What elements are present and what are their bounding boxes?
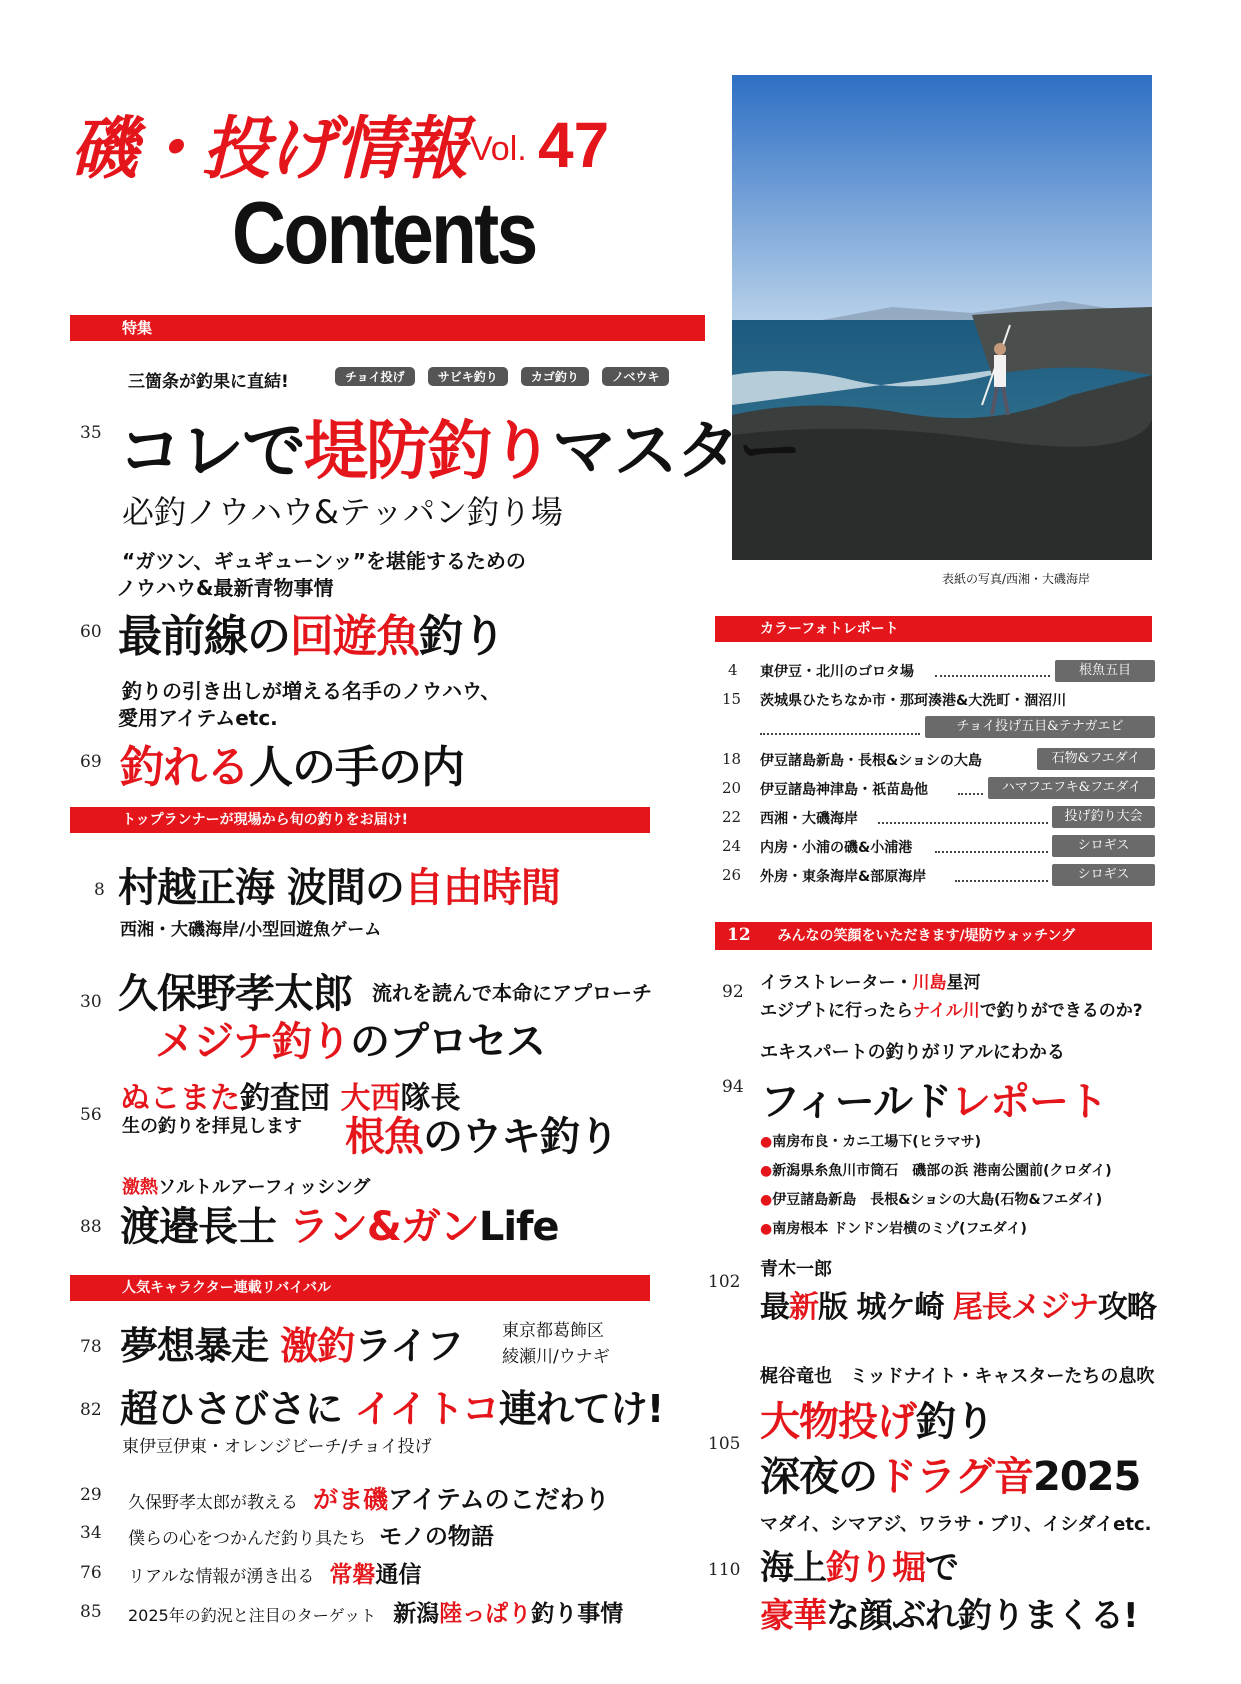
- page-number: 4: [728, 661, 738, 679]
- field-report-item: ●南房根本 ドンドン岩横のミゾ(フエダイ): [760, 1221, 1027, 1237]
- magazine-title: 磯・投げ情報: [70, 110, 467, 189]
- report-item: 伊豆諸島新島・長根&ショシの大島: [760, 753, 982, 769]
- feature3-title: 釣れる人の手の内: [120, 742, 464, 793]
- topic-pill: カゴ釣り: [521, 367, 589, 386]
- article-105-title: 大物投げ釣り: [760, 1399, 994, 1445]
- section-bar-toprunner: トップランナーが現場から旬の釣りをお届け!: [70, 807, 650, 833]
- report-tag: シロギス: [1052, 864, 1155, 886]
- report-item: 茨城県ひたちなか市・那珂湊港&大洗町・涸沼川: [760, 693, 1067, 709]
- section-bar-color-report: カラーフォトレポート: [715, 616, 1152, 642]
- article-110-kicker: マダイ、シマアジ、ワラサ・ブリ、イシダイetc.: [760, 1514, 1152, 1535]
- leader-dots: [958, 793, 983, 795]
- page-number: 34: [80, 1523, 102, 1543]
- page-number: 26: [722, 866, 742, 884]
- page-number: 105: [708, 1434, 741, 1454]
- toprunner2-kicker: 流れを読んで本命にアプローチ: [372, 981, 652, 1005]
- popular1-title: 夢想暴走 激釣ライフ: [120, 1324, 463, 1368]
- article-110-title: 海上釣り堀で: [760, 1548, 958, 1588]
- misc-item: 僕らの心をつかんだ釣り具たち モノの物語: [128, 1524, 494, 1550]
- feature2-kicker: “ガツン、ギュギューンッ”を堪能するための: [122, 549, 526, 573]
- report-tag: 石物&フエダイ: [1037, 748, 1155, 770]
- field-report-list: [760, 1128, 1112, 1244]
- page-number: 92: [722, 982, 744, 1002]
- page-number: 85: [80, 1602, 102, 1622]
- page-number: 82: [80, 1400, 102, 1420]
- article-105-kicker: 梶谷竜也 ミッドナイト・キャスターたちの息吹: [760, 1366, 1155, 1387]
- page-number: 94: [722, 1077, 744, 1097]
- section-bar-popular: 人気キャラクター連載リバイバル: [70, 1275, 650, 1301]
- article-102-title: 最新版 城ケ崎 尾長メジナ攻略: [760, 1290, 1156, 1325]
- toprunner3-subtitle: 生の釣りを拝見します: [122, 1116, 302, 1137]
- page-number: 8: [94, 880, 105, 900]
- page-number: 29: [80, 1485, 102, 1505]
- page-number: 102: [708, 1272, 741, 1292]
- leader-dots: [760, 733, 920, 735]
- page-number: 24: [722, 837, 742, 855]
- feature2-title: 最前線の回遊魚釣り: [118, 611, 505, 662]
- report-tag: 投げ釣り大会: [1052, 806, 1155, 828]
- report-tag: ハマフエフキ&フエダイ: [988, 777, 1155, 799]
- field-report-item: ●新潟県糸魚川市筒石 磯部の浜 港南公園前(クロダイ): [760, 1163, 1112, 1179]
- feature3-kicker: 愛用アイテムetc.: [118, 706, 278, 730]
- article-102-name: 青木一郎: [760, 1259, 832, 1280]
- volume-label: Vol.: [470, 130, 527, 168]
- report-item: 伊豆諸島神津島・祇苗島他: [760, 782, 928, 798]
- toprunner2-name: 久保野孝太郎: [118, 971, 352, 1017]
- popular1-place: 東京都葛飾区: [502, 1321, 604, 1341]
- page-number: 18: [722, 750, 742, 768]
- page-number: 22: [722, 808, 742, 826]
- article-92-line2: エジプトに行ったらナイル川で釣りができるのか?: [760, 1001, 1143, 1021]
- section-bar-feature: 特集: [70, 315, 705, 341]
- leader-dots: [935, 675, 1050, 677]
- contents-heading: Contents: [232, 183, 536, 282]
- toprunner4-kicker: 激熱ソルトルアーフィッシング: [122, 1177, 371, 1198]
- toprunner3-title: 根魚のウキ釣り: [345, 1114, 618, 1160]
- popular1-place: 綾瀬川/ウナギ: [502, 1347, 610, 1367]
- toprunner4-title: 渡邉長士 ラン&ガンLife: [120, 1204, 559, 1250]
- page-number: 69: [80, 752, 102, 772]
- article-110-title: 豪華な顔ぶれ釣りまくる!: [760, 1596, 1138, 1636]
- report-item: 西湘・大磯海岸: [760, 811, 858, 827]
- article-92-line1: イラストレーター・川島星河: [760, 973, 981, 993]
- volume-number: 47: [538, 109, 610, 181]
- page-number: 110: [708, 1560, 741, 1580]
- popular2-subtitle: 東伊豆伊東・オレンジビーチ/チョイ投げ: [122, 1437, 432, 1457]
- misc-item: 久保野孝太郎が教える がま磯アイテムのこだわり: [128, 1485, 610, 1514]
- toprunner3-line: ぬこまた釣査団 大西隊長: [120, 1081, 461, 1116]
- misc-item: リアルな情報が湧き出る 常磐通信: [128, 1562, 422, 1588]
- page-number: 20: [722, 779, 742, 797]
- page-number: 56: [80, 1105, 102, 1125]
- toprunner2-title: メジナ釣りのプロセス: [155, 1019, 545, 1065]
- field-report-item: ●伊豆諸島新島 長根&ショシの大島(石物&フエダイ): [760, 1192, 1103, 1208]
- toprunner1-title: 村越正海 波間の自由時間: [118, 865, 560, 911]
- topic-pills: [335, 366, 677, 386]
- feature1-kicker: 三箇条が釣果に直結!: [128, 372, 289, 392]
- photo-caption: 表紙の写真/西湘・大磯海岸: [942, 572, 1091, 586]
- article-94-kicker: エキスパートの釣りがリアルにわかる: [760, 1042, 1065, 1063]
- page-number: 78: [80, 1337, 102, 1357]
- page-number: 88: [80, 1217, 102, 1237]
- feature1-title: コレで堤防釣りマスター: [118, 415, 800, 489]
- page-number: 30: [80, 992, 102, 1012]
- page-number: 60: [80, 622, 102, 642]
- report-tag: 根魚五目: [1055, 660, 1155, 682]
- page-number: 76: [80, 1563, 102, 1583]
- feature3-kicker: 釣りの引き出しが増える名手のノウハウ、: [122, 679, 501, 703]
- popular2-title: 超ひさびさに イイトコ連れてけ!: [120, 1387, 664, 1431]
- leader-dots: [878, 822, 1048, 824]
- misc-item: 2025年の釣況と注目のターゲット 新潟陸っぱり釣り事情: [128, 1601, 624, 1627]
- feature2-kicker: ノウハウ&最新青物事情: [116, 576, 334, 600]
- topic-pill: ノベウキ: [602, 367, 670, 386]
- leader-dots: [955, 880, 1048, 882]
- report-item: 内房・小浦の磯&小浦港: [760, 840, 913, 856]
- toprunner1-subtitle: 西湘・大磯海岸/小型回遊魚ゲーム: [120, 920, 382, 940]
- report-tag: シロギス: [1052, 835, 1155, 857]
- report-tag: チョイ投げ五目&テナガエビ: [925, 716, 1155, 738]
- report-item: 東伊豆・北川のゴロタ場: [760, 664, 914, 680]
- page-number: 35: [80, 423, 102, 443]
- section-bar-watch: 12 みんなの笑顔をいただきます/堤防ウォッチング: [715, 922, 1152, 950]
- topic-pill: チョイ投げ: [335, 367, 415, 386]
- report-item: 外房・東条海岸&部原海岸: [760, 869, 927, 885]
- feature1-subtitle: 必釣ノウハウ&テッパン釣り場: [122, 493, 563, 531]
- topic-pill: サビキ釣り: [428, 367, 508, 386]
- article-105-title: 深夜のドラグ音2025: [760, 1454, 1141, 1500]
- leader-dots: [935, 851, 1048, 853]
- page-number: 15: [722, 690, 742, 708]
- field-report-item: ●南房布良・カニ工場下(ヒラマサ): [760, 1134, 982, 1150]
- article-94-title: フィールドレポート: [760, 1079, 1107, 1125]
